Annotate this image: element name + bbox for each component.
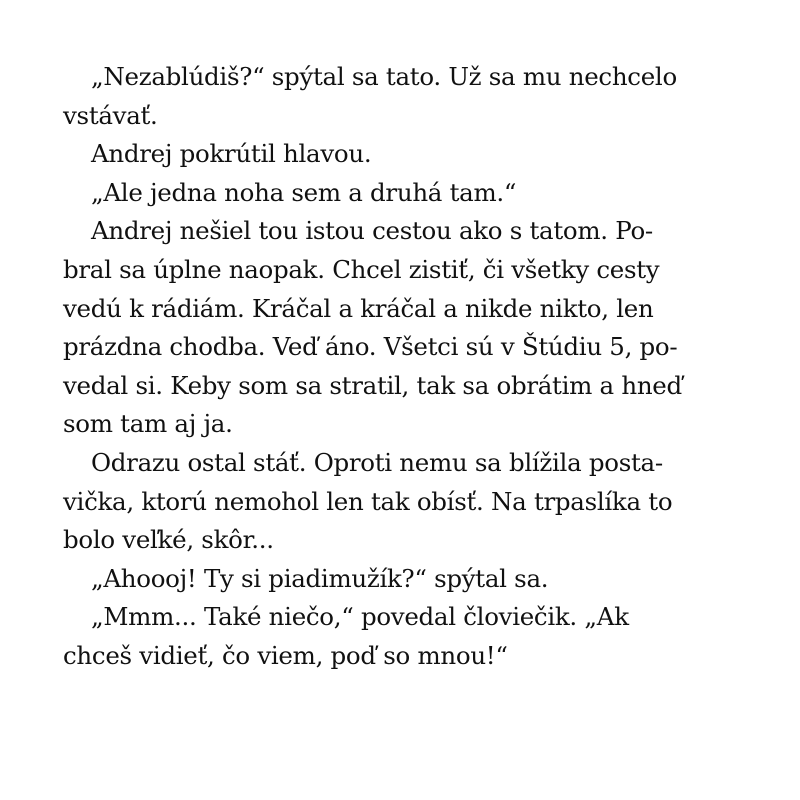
text-line: „Mmm... Také niečo,“ povedal človiečik. „Ak bbox=[91, 602, 629, 632]
text-line: som tam aj ja. bbox=[63, 409, 233, 439]
text-line: „Ale jedna noha sem a druhá tam.“ bbox=[91, 177, 517, 207]
text-line: vička, ktorú nemohol len tak obísť. Na trpaslíka to bbox=[63, 486, 673, 516]
text-line: Andrej pokrútil hlavou. bbox=[91, 139, 372, 169]
text-line: vedú k rádiám. Kráčal a kráčal a nikde nikto, len bbox=[63, 293, 654, 323]
text-line: Odrazu ostal stáť. Oproti nemu sa blížila posta- bbox=[91, 447, 663, 477]
text-line: prázdna chodba. Veď áno. Všetci sú v Štúdiu 5, po- bbox=[63, 332, 678, 362]
text-line: vstávať. bbox=[63, 100, 158, 130]
text-line: vedal si. Keby som sa stratil, tak sa obrátim a hneď bbox=[63, 370, 682, 400]
text-line: bral sa úplne naopak. Chcel zistiť, či všetky cesty bbox=[63, 254, 660, 284]
text-line: „Nezablúdiš?“ spýtal sa tato. Už sa mu nechcelo bbox=[91, 62, 677, 91]
text-line: bolo veľké, skôr... bbox=[63, 525, 274, 555]
text-line: chceš vidieť, čo viem, poď so mnou!“ bbox=[63, 640, 508, 670]
story-text bbox=[63, 58, 743, 676]
text-line: „Ahoooj! Ty si piadimužík?“ spýtal sa. bbox=[91, 563, 549, 593]
text-line: Andrej nešiel tou istou cestou ako s tatom. Po- bbox=[91, 216, 653, 246]
